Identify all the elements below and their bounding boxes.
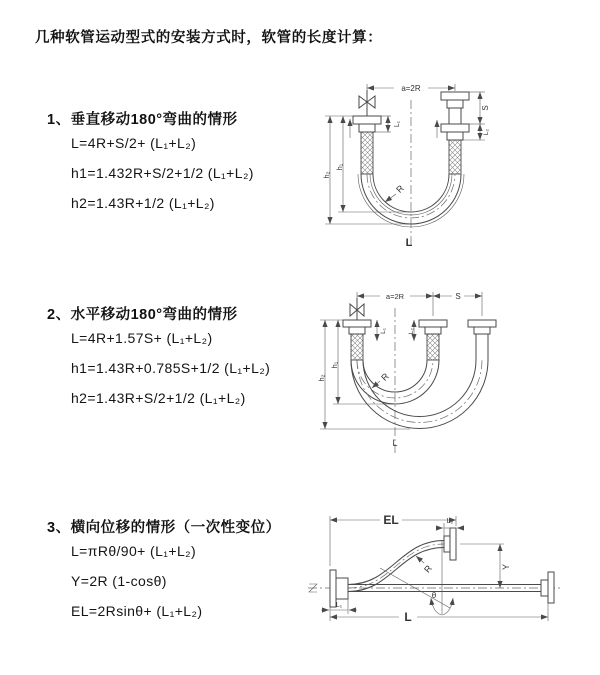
middle-hose-leg	[419, 320, 447, 360]
dim-label-l1: L₁	[394, 120, 401, 128]
formula-line: Y=2R (1-cosθ)	[71, 573, 167, 589]
formula-line: L=4R+S/2+ (L₁+L₂)	[71, 135, 197, 151]
dimension-a2r	[357, 292, 482, 316]
length-label: L	[405, 237, 413, 249]
radius-label: R	[394, 183, 406, 195]
dimension-y	[460, 544, 511, 588]
dimension-el	[330, 513, 456, 566]
left-hose-leg	[343, 320, 371, 360]
dim-label-l2: L₂	[446, 518, 454, 525]
dim-label-y: Y	[501, 563, 511, 571]
dim-label-h1: h₁	[330, 361, 339, 369]
section-2-heading: 2、水平移动180°弯曲的情形	[47, 307, 238, 323]
radius-leader	[385, 183, 406, 202]
left-hose-leg	[350, 116, 381, 174]
dimension-s	[469, 92, 490, 124]
dim-label-l1: L₁	[380, 328, 387, 334]
right-hose-leg	[468, 320, 496, 360]
diagram-horizontal-180-bend	[310, 283, 555, 463]
right-hose-leg	[437, 92, 469, 174]
radius-label: R	[422, 563, 434, 575]
section-3-heading: 3、横向位移的情形（一次性变位）	[47, 520, 281, 536]
angle-label: θ	[431, 591, 437, 600]
length-label: L	[392, 438, 398, 448]
angle-construction	[380, 540, 453, 615]
dim-label-s: S	[455, 292, 461, 301]
dim-label-l1: L₁	[335, 602, 343, 609]
formula-line: h1=1.432R+S/2+1/2 (L₁+L₂)	[71, 165, 254, 181]
dimension-l2	[408, 320, 415, 341]
dim-label-el: EL	[383, 513, 399, 527]
dimension-s	[433, 292, 482, 301]
dim-label-a2r: a=2R	[385, 292, 405, 301]
straight-pipe-original	[348, 572, 554, 603]
section-1-heading: 1、垂直移动180°弯曲的情形	[47, 112, 238, 128]
radius-label: R	[379, 371, 391, 383]
dim-label-h2: h₂	[317, 374, 326, 382]
radius-leader	[372, 371, 391, 388]
formula-line: L=πRθ/90+ (L₁+L₂)	[71, 543, 197, 559]
dim-label-a2r: a=2R	[401, 84, 421, 93]
diagram-lateral-displacement	[300, 502, 570, 652]
formula-line: EL=2Rsinθ+ (L₁+L₂)	[71, 603, 203, 619]
dimension-h2	[317, 320, 410, 429]
formula-line: h2=1.43R+1/2 (L₁+L₂)	[71, 195, 215, 211]
dim-label-l: L	[404, 610, 412, 624]
dim-label-h1: h₁	[335, 163, 344, 171]
hose-u-bend-displaced	[351, 360, 488, 429]
hose-s-curve	[348, 528, 456, 592]
valve-icon	[359, 90, 375, 116]
dimension-l	[330, 603, 548, 624]
dim-label-l2: L₂	[483, 128, 490, 136]
dim-label-s: S	[481, 105, 490, 111]
page-title: 几种软管运动型式的安装方式时，软管的长度计算：	[35, 30, 383, 46]
diagram-vertical-180-bend	[310, 70, 540, 262]
dim-label-h2: h₂	[322, 171, 331, 179]
radius-leader	[416, 556, 434, 575]
formula-line: L=4R+1.57S+ (L₁+L₂)	[71, 330, 213, 346]
formula-line: h1=1.43R+0.785S+1/2 (L₁+L₂)	[71, 360, 271, 376]
dim-label-l2: L₂	[408, 327, 415, 335]
valve-icon	[350, 298, 364, 320]
dimension-l1	[377, 320, 387, 341]
formula-line: h2=1.43R+S/2+1/2 (L₁+L₂)	[71, 390, 246, 406]
